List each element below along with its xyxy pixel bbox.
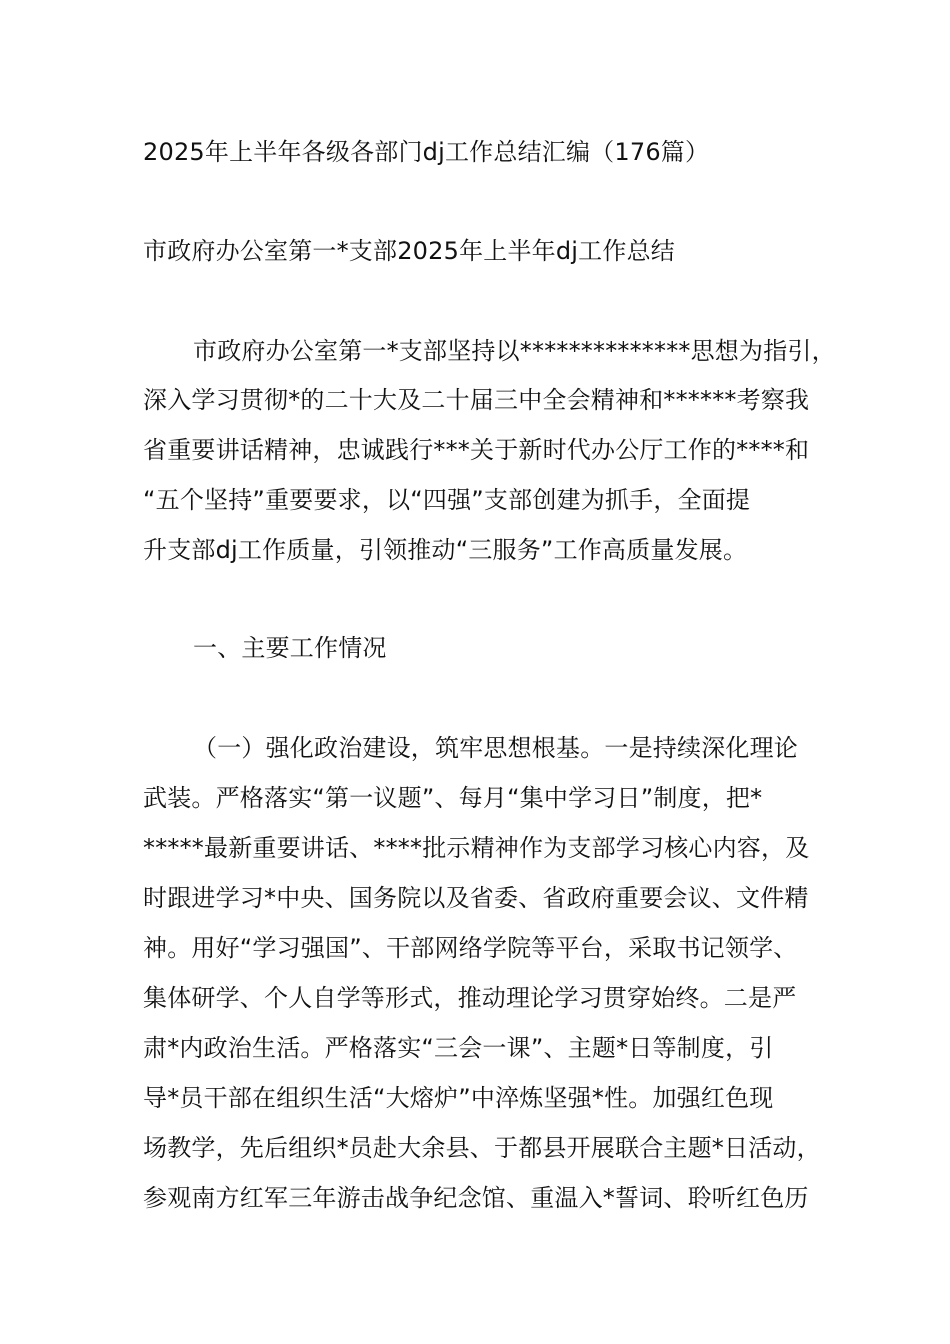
- paragraph-line: 肃*内政治生活。严格落实“三会一课”、主题*日等制度，引: [143, 1034, 774, 1062]
- paragraph-line: 场教学，先后组织*员赴大余县、于都县开展联合主题*日活动，: [143, 1134, 821, 1162]
- paragraph-line: 省重要讲话精神，忠诚践行***关于新时代办公厅工作的****和: [143, 436, 810, 464]
- paragraph-line: 武装。严格落实“第一议题”、每月“集中学习日”制度，把*: [143, 784, 763, 812]
- section-heading: 一、主要工作情况: [193, 634, 387, 662]
- paragraph-line: *****最新重要讲话、****批示精神作为支部学习核心内容，及: [143, 834, 810, 862]
- paragraph-line: 神。用好“学习强国”、干部网络学院等平台，采取书记领学、: [143, 934, 798, 962]
- paragraph-line: 参观南方红军三年游击战争纪念馆、重温入*誓词、聆听红色历: [143, 1184, 809, 1212]
- paragraph-line: “五个坚持”重要要求，以“四强”支部创建为抓手，全面提: [143, 486, 751, 514]
- document-title: 2025年上半年各级各部门dj工作总结汇编（176篇）: [143, 138, 710, 166]
- paragraph-line: （一）强化政治建设，筑牢思想根基。一是持续深化理论: [193, 734, 798, 762]
- paragraph-line: 集体研学、个人自学等形式，推动理论学习贯穿始终。二是严: [143, 984, 797, 1012]
- paragraph-line: 导*员干部在组织生活“大熔炉”中淬炼坚强*性。加强红色现: [143, 1084, 774, 1112]
- paragraph-line: 升支部dj工作质量，引领推动“三服务”工作高质量发展。: [143, 536, 748, 564]
- paragraph-line: 时跟进学习*中央、国务院以及省委、省政府重要会议、文件精: [143, 884, 809, 912]
- paragraph-line: 深入学习贯彻*的二十大及二十届三中全会精神和******考察我: [143, 386, 810, 414]
- paragraph-line: 市政府办公室第一*支部坚持以**************思想为指引，: [193, 337, 836, 365]
- document-subtitle: 市政府办公室第一*支部2025年上半年dj工作总结: [143, 237, 675, 265]
